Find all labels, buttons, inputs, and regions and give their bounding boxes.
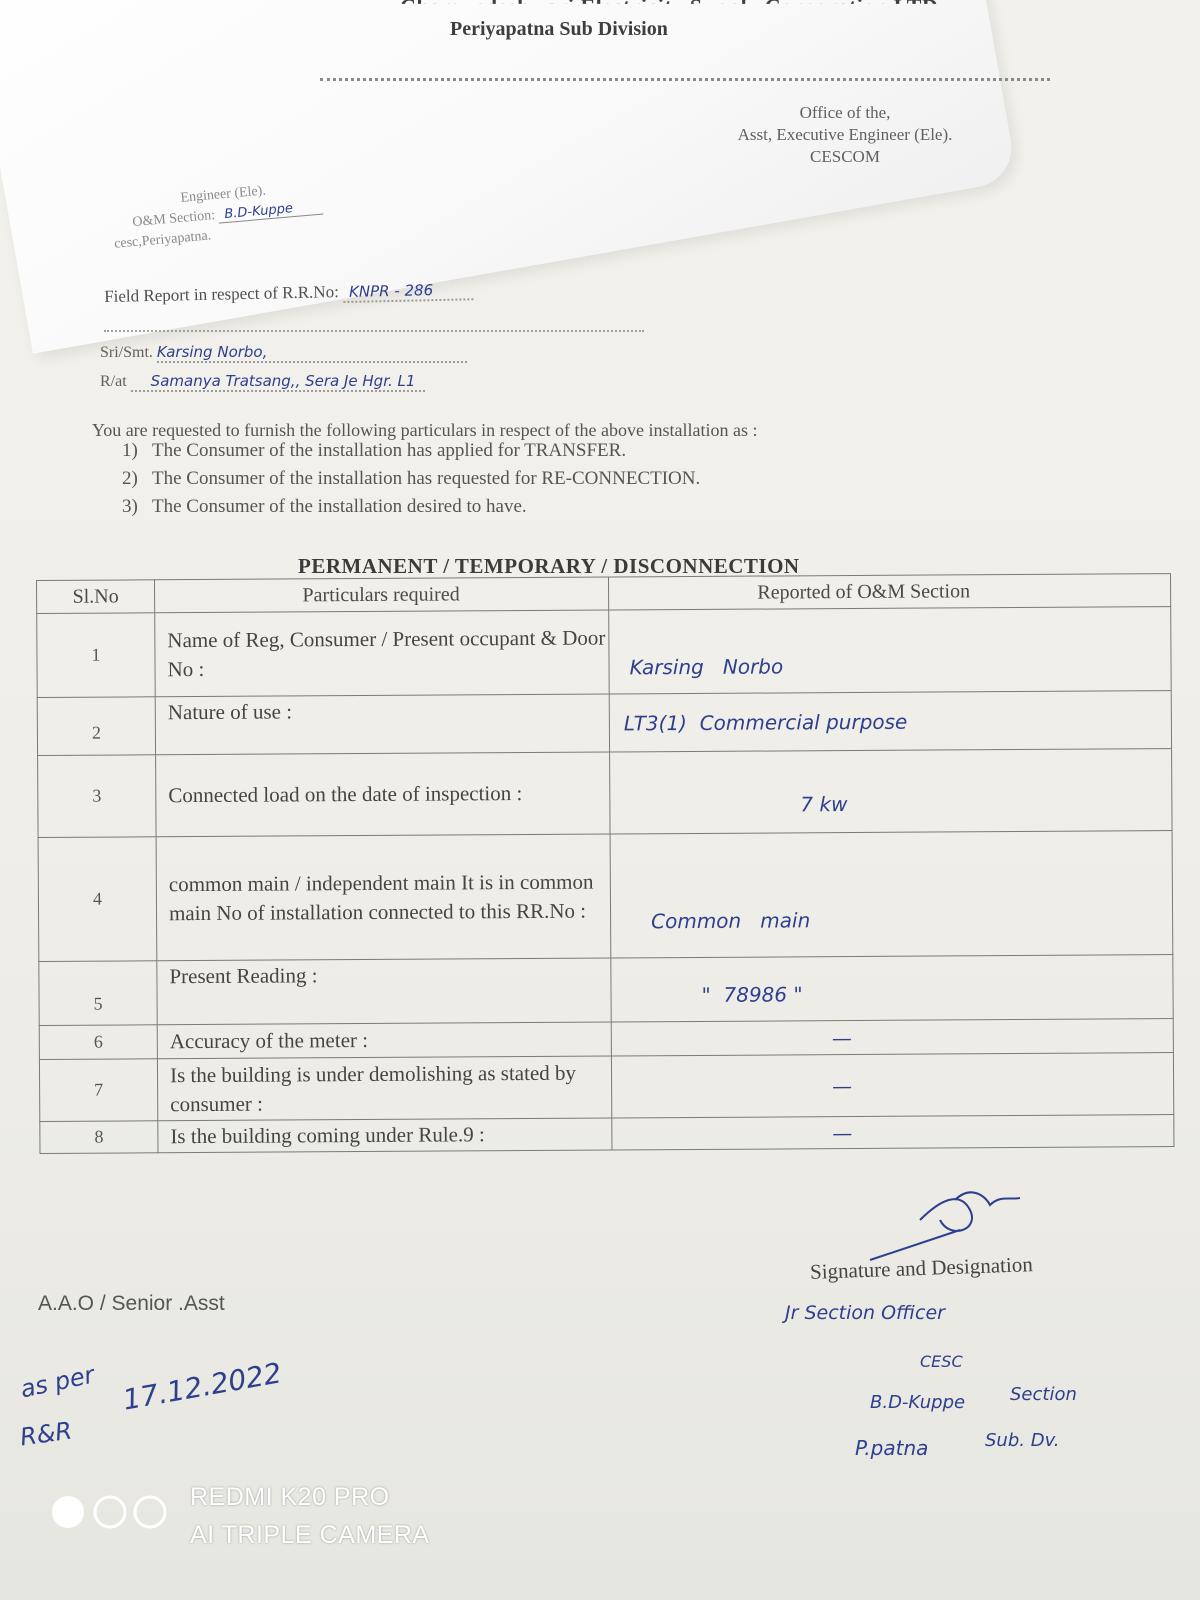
office-line: Asst, Executive Engineer (Ele).: [737, 125, 953, 144]
row-particular: Nature of use :: [155, 694, 609, 755]
note-line: as per: [17, 1360, 97, 1404]
option-text: The Consumer of the installation has requested for RE-CONNECTION.: [152, 468, 701, 489]
option-item: [122, 468, 700, 490]
option-text: The Consumer of the installation has applied for TRANSFER.: [152, 440, 627, 461]
designation-org: CESC: [920, 1352, 963, 1371]
office-line: CESCOM: [810, 147, 880, 166]
office-block: [720, 102, 970, 168]
consumer-name: Karsing Norbo,: [157, 343, 467, 363]
column-header-reported: Reported of O&M Section: [608, 574, 1170, 610]
subdivision-abbrev: Sub. Dv.: [985, 1430, 1060, 1451]
row-particular: Present Reading :: [157, 958, 611, 1025]
section-value: B.D-Kuppe: [218, 199, 324, 224]
option-number: 3): [122, 496, 138, 517]
row-number: 7: [39, 1059, 157, 1122]
subdivision-short: P.patna: [855, 1436, 929, 1460]
intro-text: You are requested to furnish the following particulars in respect of the above installation as :: [92, 420, 758, 440]
row-number: 4: [38, 837, 157, 962]
addressee-section-label: O&M Section:: [131, 207, 216, 231]
row-number: 6: [39, 1025, 157, 1060]
row-report: —: [612, 1115, 1174, 1150]
particulars-table: [36, 573, 1174, 1154]
consumer-name-line: [100, 343, 467, 362]
table-row: [40, 1115, 1174, 1154]
subdivision-name: Periyapatna Sub Division: [450, 18, 668, 40]
camera-text: [190, 1478, 430, 1554]
designation: Jr Section Officer: [785, 1302, 945, 1324]
sri-label: Sri/Smt.: [100, 344, 153, 361]
row-particular: common main / independent main It is in common main No of installation connected to this RR.No :: [156, 834, 611, 961]
row-particular: Is the building is under demolishing as stated by consumer :: [157, 1056, 611, 1121]
row-report: —: [611, 1053, 1173, 1118]
row-particular: Accuracy of the meter :: [157, 1022, 611, 1059]
office-line: Office of the,: [799, 103, 891, 122]
rat-label: R/at: [100, 373, 127, 390]
option-item: [122, 496, 527, 518]
table-row: [39, 955, 1173, 1026]
row-report: " 78986 ": [611, 955, 1173, 1022]
field-report-label: Field Report in respect of R.R.No:: [104, 282, 340, 306]
option-item: [122, 440, 626, 462]
dotted-line: [104, 330, 644, 332]
row-particular: Name of Reg, Consumer / Present occupant & Door No :: [155, 610, 610, 697]
table-row: [37, 691, 1171, 756]
aao-label: A.A.O / Senior .Asst: [38, 1292, 225, 1315]
note-date: 17.12.2022: [120, 1356, 284, 1417]
row-particular: Is the building coming under Rule.9 :: [158, 1118, 612, 1153]
status-heading: PERMANENT / TEMPORARY / DISCONNECTION: [298, 554, 800, 578]
option-number: 1): [122, 440, 138, 461]
column-header-slno: Sl.No: [37, 580, 155, 614]
addressee-line: Engineer (Ele).: [179, 183, 267, 206]
rr-number: KNPR - 286: [343, 280, 473, 303]
table-row: [38, 831, 1173, 962]
table-row: [38, 749, 1172, 838]
row-report: —: [611, 1019, 1173, 1056]
table-row: [37, 607, 1171, 698]
row-particular: Connected load on the date of inspection :: [156, 752, 610, 837]
section-name: B.D-Kuppe: [870, 1392, 966, 1413]
consumer-address: Samanya Tratsang,, Sera Je Hgr. L1: [131, 372, 426, 392]
row-report: Common main: [610, 831, 1173, 958]
camera-model: REDMI K20 PRO: [190, 1483, 390, 1511]
row-number: 5: [39, 961, 157, 1026]
row-report: LT3(1) Commercial purpose: [609, 691, 1171, 752]
row-number: 3: [38, 755, 156, 838]
camera-dots-icon: [50, 1492, 170, 1532]
header-divider: [320, 78, 1050, 81]
column-header-particulars: Particulars required: [155, 577, 609, 613]
option-text: The Consumer of the installation desired to have.: [152, 496, 527, 517]
row-number: 2: [37, 697, 155, 756]
row-report: Karsing Norbo: [609, 607, 1172, 694]
option-number: 2): [122, 468, 138, 489]
row-number: 8: [40, 1121, 158, 1154]
section-word: Section: [1010, 1384, 1077, 1405]
consumer-address-line: [100, 372, 425, 391]
signature-label: Signature and Designation: [809, 1252, 1034, 1284]
row-number: 1: [37, 613, 156, 698]
note-line: R&R: [18, 1416, 74, 1452]
table-row: [39, 1053, 1173, 1122]
camera-feature: AI TRIPLE CAMERA: [190, 1521, 430, 1549]
addressee-line: cesc,Periyapatna.: [113, 228, 212, 252]
row-report: 7 kw: [610, 749, 1172, 834]
